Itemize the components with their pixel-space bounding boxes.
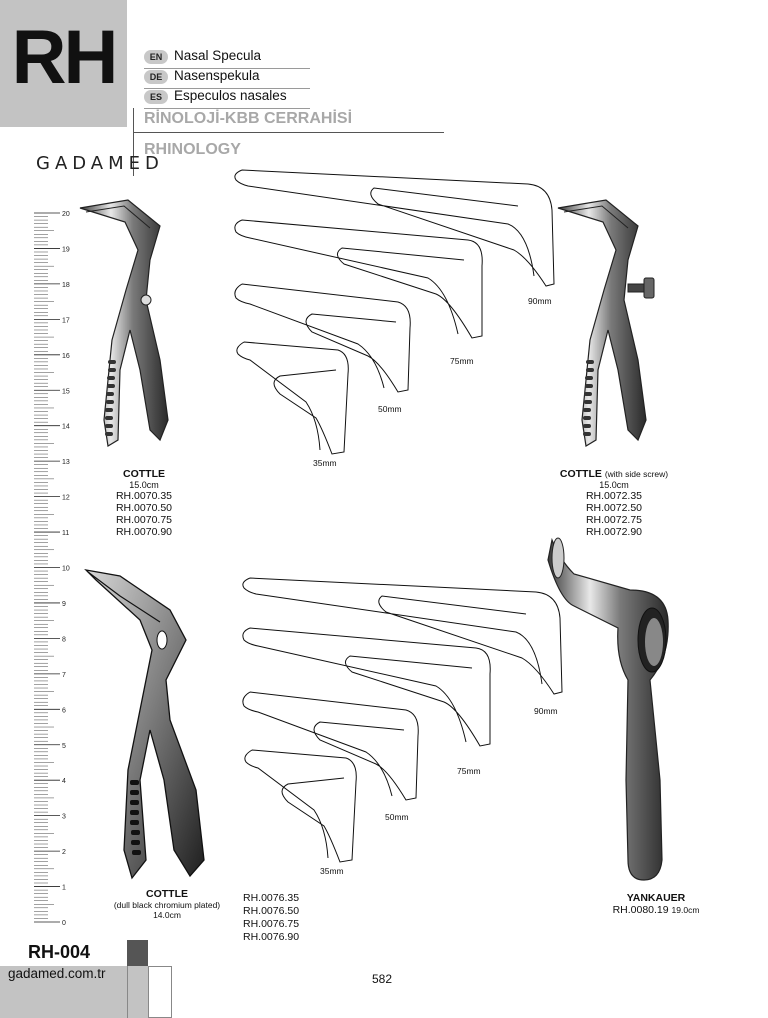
- product-code: RH.0072.50: [585, 502, 643, 514]
- ruler-label: 0: [62, 920, 66, 927]
- product-code: RH.0072.35: [585, 490, 643, 502]
- section-title: RİNOLOJİ-KBB CERRAHİSİ: [144, 110, 353, 127]
- ruler-label: 3: [62, 813, 66, 821]
- product-note: (dull black chromium plated): [113, 900, 221, 910]
- product-code: RH.0070.90: [115, 526, 173, 538]
- catalog-page-code: RH-004: [28, 942, 91, 962]
- ruler-label: 15: [62, 388, 70, 396]
- lang-text-es: Especulos nasales: [174, 88, 287, 103]
- ruler-label: 20: [62, 211, 70, 218]
- product-codes-cottle-black: [243, 892, 299, 944]
- blade-length-label: 75mm: [450, 356, 474, 366]
- blade-size-diagram-top: [228, 166, 568, 466]
- product-name: COTTLE (with side screw): [559, 468, 669, 480]
- ruler-label: 17: [62, 317, 70, 325]
- ruler-label: 12: [62, 494, 70, 502]
- ruler-label: 8: [62, 636, 66, 644]
- blade-length-label: 50mm: [385, 812, 409, 822]
- ruler-label: 19: [62, 246, 70, 254]
- ruler-label: 5: [62, 742, 66, 750]
- ruler-label: 2: [62, 849, 66, 857]
- cottle-side-screw-speculum-image: [558, 200, 654, 446]
- product-yankauer: [604, 892, 708, 916]
- product-code: RH.0070.35: [115, 490, 173, 502]
- blade-length-label: 75mm: [457, 766, 481, 776]
- catalog-section-code: RH: [11, 15, 116, 100]
- product-code: RH.0070.50: [115, 502, 173, 514]
- ruler-label: 1: [62, 884, 66, 892]
- ruler-label: 4: [62, 778, 66, 786]
- lang-tag-de: DE: [144, 70, 168, 84]
- product-size: 15.0cm: [599, 480, 629, 490]
- ruler-label: 7: [62, 671, 66, 679]
- blade-length-label: 50mm: [378, 404, 402, 414]
- ruler-label: 13: [62, 459, 70, 467]
- cottle-black-speculum-image: [86, 570, 204, 878]
- brand-logo: GADAMED: [36, 153, 164, 174]
- product-code: RH.0076.90: [243, 931, 300, 943]
- cottle-speculum-image: [80, 200, 168, 446]
- lang-tag-en: EN: [144, 50, 168, 64]
- footer-side-box: [148, 966, 172, 1018]
- product-code: RH.0072.75: [585, 514, 643, 526]
- footer-divider: [127, 966, 128, 1018]
- product-code: RH.0076.50: [243, 905, 300, 917]
- ruler-label: 16: [62, 352, 70, 360]
- page-number: 582: [372, 972, 393, 986]
- product-cottle-side-screw: [556, 468, 672, 538]
- product-code-size: RH.0080.19 19.0cm: [612, 904, 700, 916]
- ruler-label: 10: [62, 565, 70, 573]
- blade-length-label: 90mm: [534, 706, 558, 716]
- lang-text-de: Nasenspekula: [174, 68, 260, 83]
- product-name: YANKAUER: [626, 892, 686, 904]
- product-code: RH.0076.35: [243, 892, 300, 904]
- footer-accent-block: [127, 940, 148, 966]
- product-cottle-black: [104, 888, 230, 920]
- blade-size-diagram-bottom: [236, 574, 576, 874]
- product-code: RH.0070.75: [115, 514, 173, 526]
- blade-length-label: 35mm: [320, 866, 344, 876]
- ruler-label: 18: [62, 281, 70, 289]
- lang-tag-es: ES: [144, 90, 168, 104]
- product-name: COTTLE: [146, 888, 188, 900]
- website-link[interactable]: gadamed.com.tr: [8, 966, 106, 981]
- product-code: RH.0076.75: [243, 918, 300, 930]
- blade-length-label: 35mm: [313, 458, 337, 468]
- lang-text-en: Nasal Specula: [174, 48, 262, 63]
- product-size: 14.0cm: [153, 910, 181, 920]
- blade-length-label: 90mm: [528, 296, 552, 306]
- product-code: RH.0072.90: [585, 526, 643, 538]
- ruler-label: 6: [62, 707, 66, 715]
- section-subtitle: RHINOLOGY: [144, 141, 241, 158]
- ruler-label: 11: [62, 530, 70, 538]
- product-name: COTTLE: [123, 468, 165, 480]
- product-cottle: [104, 468, 184, 538]
- product-size: 15.0cm: [129, 480, 159, 490]
- ruler-label: 9: [62, 600, 66, 608]
- ruler-label: 14: [62, 423, 70, 431]
